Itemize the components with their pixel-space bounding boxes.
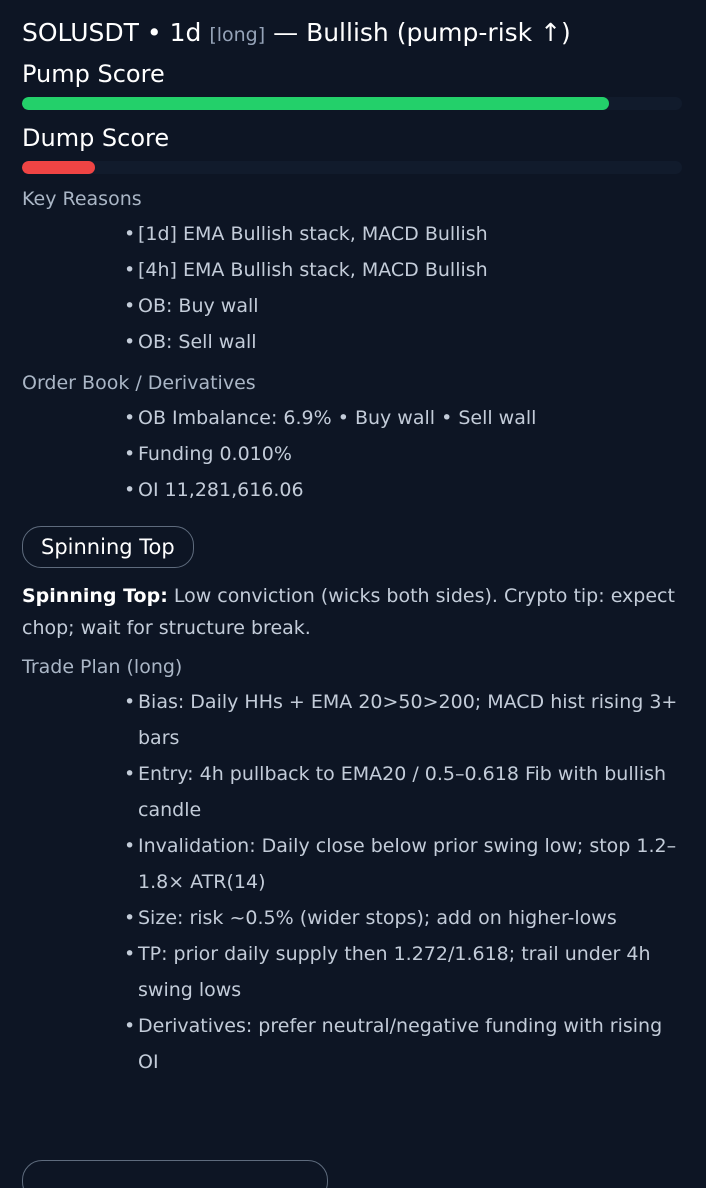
- list-item: • Derivatives: prefer neutral/negative funding with rising OI: [138, 1008, 684, 1080]
- list-item: • OB Imbalance: 6.9% • Buy wall • Sell wall: [138, 400, 684, 436]
- timeframe-text: 1d: [169, 18, 202, 47]
- next-pill-button[interactable]: [22, 1160, 328, 1188]
- order-book-label: Order Book / Derivatives: [22, 372, 256, 394]
- list-item: • TP: prior daily supply then 1.272/1.618; trail under 4h swing lows: [138, 936, 684, 1008]
- list-item: • OB: Sell wall: [138, 324, 684, 360]
- trade-plan-list: [22, 684, 684, 1080]
- dump-score-label: Dump Score: [22, 124, 170, 152]
- verdict-text: Bullish (pump-risk ↑): [306, 18, 571, 47]
- side-text: [long]: [209, 24, 266, 46]
- list-item: • Bias: Daily HHs + EMA 20>50>200; MACD hist rising 3+ bars: [138, 684, 684, 756]
- pattern-note-title: Spinning Top:: [22, 585, 168, 607]
- key-reasons-list: [22, 216, 684, 360]
- dump-score-bar-fill: [22, 161, 95, 174]
- list-item: • [1d] EMA Bullish stack, MACD Bullish: [138, 216, 684, 252]
- title-separator-dot: •: [146, 18, 162, 47]
- list-item: • Funding 0.010%: [138, 436, 684, 472]
- pump-score-label: Pump Score: [22, 60, 165, 88]
- pattern-note: [22, 580, 684, 644]
- page-title: [22, 16, 684, 52]
- list-item: • OB: Buy wall: [138, 288, 684, 324]
- trade-plan-label: Trade Plan (long): [22, 656, 183, 678]
- pattern-pill[interactable]: Spinning Top: [22, 526, 194, 568]
- list-item: • Invalidation: Daily close below prior swing low; stop 1.2–1.8× ATR(14): [138, 828, 684, 900]
- pattern-note-text: Low conviction (wicks both sides). Crypto tip: expect chop; wait for structure break.: [22, 585, 675, 639]
- list-item: • [4h] EMA Bullish stack, MACD Bullish: [138, 252, 684, 288]
- dump-score-bar: [22, 161, 682, 174]
- list-item: • Size: risk ~0.5% (wider stops); add on higher-lows: [138, 900, 684, 936]
- list-item: • OI 11,281,616.06: [138, 472, 684, 508]
- order-book-list: [22, 400, 684, 508]
- title-dash: —: [273, 18, 299, 47]
- pump-score-bar-fill: [22, 97, 609, 110]
- pump-score-bar: [22, 97, 682, 110]
- key-reasons-label: Key Reasons: [22, 188, 142, 210]
- symbol-text: SOLUSDT: [22, 18, 139, 47]
- list-item: • Entry: 4h pullback to EMA20 / 0.5–0.618 Fib with bullish candle: [138, 756, 684, 828]
